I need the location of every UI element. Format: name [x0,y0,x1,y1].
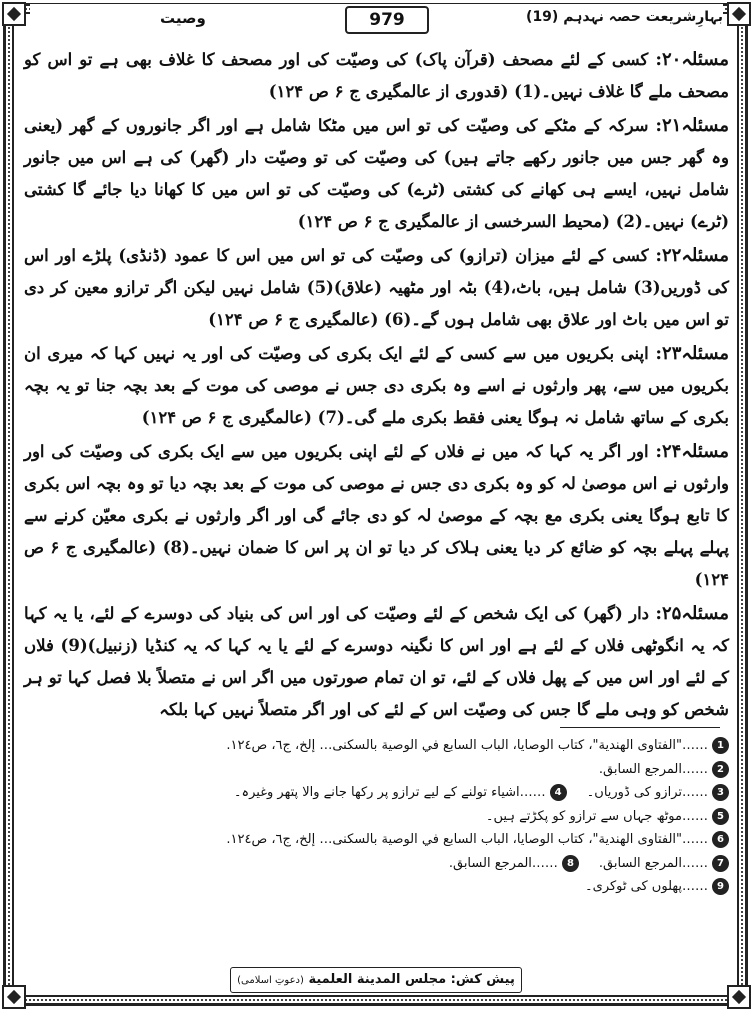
footnote-number: 5 [712,808,729,825]
footnotes [24,734,729,899]
corner-ornament [2,985,26,1009]
corner-ornament [727,2,751,26]
book-title: بہارِشریعت حصہ نہدہم (19) [526,9,723,25]
masala-20 [24,44,729,108]
corner-ornament [2,2,26,26]
footnote [226,734,729,758]
footnote [587,781,729,805]
footnote-line [24,781,729,805]
page-header [30,4,723,32]
corner-ornament [727,985,751,1009]
masala-text: کسی کے لئے میزان (ترازو) کی وصیّت کی تو اس میں اس کا عمود (ڈنڈی) پلڑے اور اس کی ڈوریں(3) شامل ہیں، باٹ،(4) بٹہ اور مٹھیہ (علاق)(5) شامل نہیں لیکن اگر ترازو معین کر دی تو اس میں باٹ اور علاق بھی شامل ہوں گے۔(6) (عالمگیری ج ۶ ص ۱۲۴) [24,246,730,329]
footnote-separator [560,727,720,728]
footnote [585,875,729,899]
footnote-text: ……المرجع السابق. [598,855,708,871]
footnote-text: ……ترازو کی ڈوریاں۔ [586,785,708,800]
footnote-text: ……المرجع السابق. [448,855,558,871]
page-number: 979 [345,6,429,34]
footnote [234,781,567,805]
footnote-line [24,875,729,899]
footnote-number: 6 [712,831,729,848]
footnote-text: ……اشیاء تولنے کے لیے ترازو پر رکھا جانے والا پتھر وغیرہ۔ [233,785,546,800]
footnote [599,852,729,876]
masala-label: مسئلہ۲۴: [655,441,729,462]
footnote-line [24,734,729,758]
footnote-number: 3 [712,784,729,801]
masala-22 [24,240,729,336]
masala-text: سرکہ کے مٹکے کی وصیّت کی تو اس میں مٹکا شامل ہے اور اگر جانوروں کے گھر (یعنی وہ گھر جس میں جانور رکھے جاتے ہیں) کی وصیّت کی تو وصیّت دار (گھر) کی ہے اس میں جانور شامل نہیں، ایسے ہی کھانے کی کشتی (ٹرے) کی وصیّت کی تو اس میں کا کھانا دیا جائے گا کشتی (ٹرے) نہیں۔(2) (محیط السرخسی از عالمگیری ج ۶ ص ۱۲۴) [24,116,729,231]
masala-label: مسئلہ۲۱: [655,115,729,136]
masala-text: دار (گھر) کی ایک شخص کے لئے وصیّت کی اور اس کی بنیاد کی دوسرے کے لئے، یا یہ کہا کہ یہ انگوٹھی فلاں کے لئے ہے اور اس کا نگینہ دوسرے کے لئے یا یہ کہا کہ یہ کنڈیا (زنبیل)(9) فلاں کے لئے اور اس میں کے پھل فلاں کے لئے، تو ان تمام صورتوں میں اگر اس نے متصلاً بلا فصل کہا تو ہر شخص کو وہی ملے گا جس کی وصیّت اس کے لئے کی اور اگر متصلاً نہیں کہا بلکہ [24,604,729,719]
publisher-text: پیش کش: مجلس المدينة العلمية [308,972,515,987]
masala-text: کسی کے لئے مصحف (قرآن پاک) کی وصیّت کی اور مصحف کا غلاف بھی ہے تو اس کو مصحف ملے گا غلاف نہیں۔(1) (قدوری از عالمگیری ج ۶ ص ۱۲۴) [24,50,729,101]
publisher-subtext: (دعوتِ اسلامی) [237,975,304,986]
main-text [24,44,729,728]
footnote [449,852,579,876]
footnote-number: 9 [712,878,729,895]
footnote-number: 7 [712,855,729,872]
footnote-number: 4 [550,784,567,801]
footnote-text: ……پھلوں کی ٹوکری۔ [585,879,708,894]
masala-label: مسئلہ۲۳: [655,343,730,364]
footnote-text: ……موٹھ جہاں سے ترازو کو پکڑتے ہیں۔ [485,808,708,824]
footnote-text: ……المرجع السابق. [598,761,708,777]
masala-25 [24,598,729,726]
footnote-line [24,758,729,782]
masala-24 [24,436,729,596]
masala-text: اپنی بکریوں میں سے کسی کے لئے ایک بکری کی وصیّت کی اور یہ نہیں کہا کہ میری ان بکریوں میں سے، پھر وارثوں نے اسے وہ بکری دی جس نے موصی کی موت کے بعد بچہ جنا تو یہ بچہ بکری کے ساتھ شامل نہ ہوگا یعنی فقط بکری ملے گی۔(7) (عالمگیری ج ۶ ص ۱۲۴) [24,344,729,427]
footnote [226,828,729,852]
masala-23 [24,338,729,434]
footnote-text: ……"الفتاوى الهندية"، كتاب الوصايا، الباب السابع في الوصية بالسكنى… إلخ، ج٦، ص١٢٤. [226,738,708,753]
footnote [599,758,729,782]
footnote-number: 2 [712,761,729,778]
footnote-line [24,852,729,876]
masala-label: مسئلہ۲۲: [655,245,729,266]
masala-21 [24,110,729,238]
footnote-number: 8 [562,855,579,872]
footnote-line [24,805,729,829]
footnote-number: 1 [712,737,729,754]
footnote [486,805,729,829]
footnote-text: ……"الفتاوى الهندية"، كتاب الوصايا، الباب السابع في الوصية بالسكنى… إلخ، ج٦، ص١٢٤. [226,832,708,847]
section-title: وصیت [160,9,206,27]
masala-label: مسئلہ۲۰: [655,49,729,70]
footnote-line [24,828,729,852]
publisher-footer [230,967,522,993]
masala-text: اور اگر یہ کہا کہ میں نے فلاں کے لئے اپنی بکریوں میں سے ایک بکری کی وصیّت کی اور وارثوں نے اس موصیٰ لہ کو وہ بکری دی جس نے موصی کی موت کے بعد بچہ دیا تو وہ بچہ اس بکری کا تابع ہوگا یعنی بکری مع بچہ کے موصیٰ لہ کو دی جائے گی اور اگر وارثوں نے بکری معیّن کرنے سے پہلے پہلے بچہ کو ضائع کر دیا یعنی ہلاک کر دیا تو ان پر اس کا ضمان نہیں۔(8) (عالمگیری ج ۶ ص ۱۲۴) [24,442,729,589]
masala-label: مسئلہ۲۵: [655,603,729,624]
